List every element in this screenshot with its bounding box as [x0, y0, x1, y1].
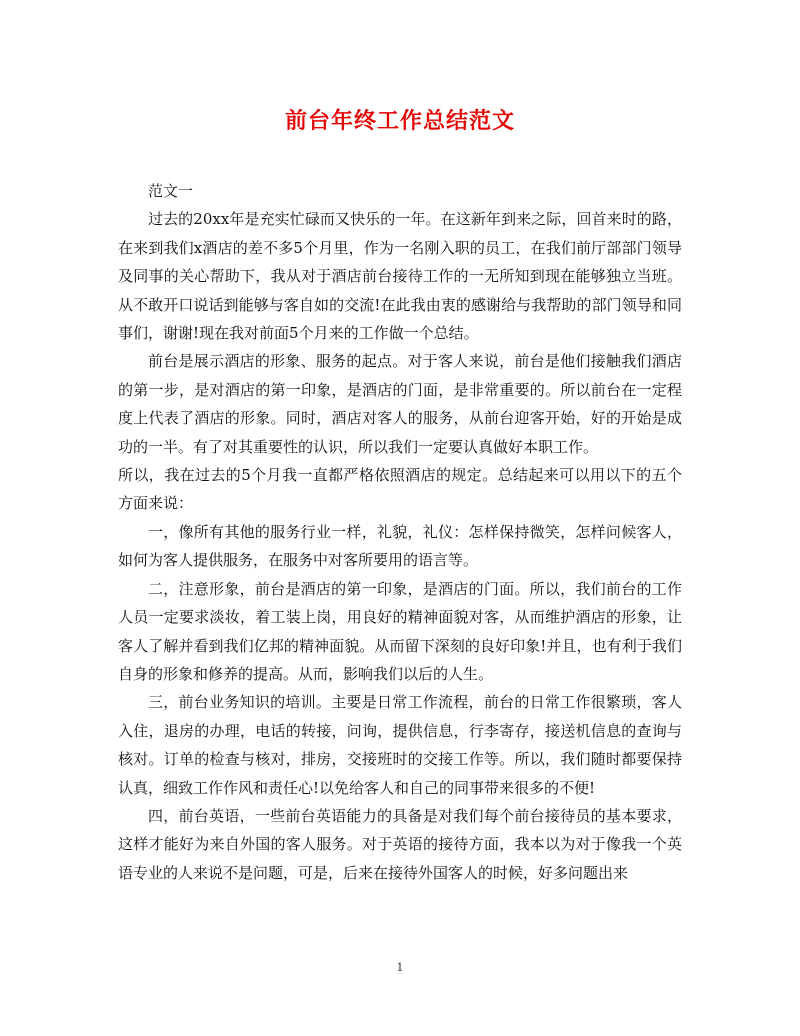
paragraph-intro: 过去的20xx年是充实忙碌而又快乐的一年。在这新年到来之际，回首来时的路，在来到我们x酒店的差不多5个月里，作为一名刚入职的员工，在我们前厅部部门领导及同事的关心帮助下，我从对于酒店前台接待工作的一无所知到现在能够独立当班。从不敢开口说话到能够与客自如的交流!在此我由衷的感谢给与我帮助的部门领导和同事们，谢谢!现在我对前面5个月来的工作做一个总结。	[118, 210, 682, 343]
paragraph-front-desk-role: 前台是展示酒店的形象、服务的起点。对于客人来说，前台是他们接触我们酒店的第一步，是对酒店的第一印象，是酒店的门面，是非常重要的。所以前台在一定程度上代表了酒店的形象。同时，酒店对客人的服务，从前台迎客开始，好的开始是成功的一半。有了对其重要性的认识，所以我们一定要认真做好本职工作。	[118, 352, 682, 456]
document-body	[118, 177, 682, 887]
page-title: 前台年终工作总结范文	[284, 108, 515, 134]
paragraph-point-1: 一，像所有其他的服务行业一样，礼貌，礼仪：怎样保持微笑，怎样问候客人，如何为客人提供服务，在服务中对客所要用的语言等。	[118, 522, 682, 570]
paragraph-point-2: 二，注意形象，前台是酒店的第一印象，是酒店的门面。所以，我们前台的工作人员一定要求淡妆，着工装上岗，用良好的精神面貌对客，从而维护酒店的形象，让客人了解并看到我们亿邦的精神面貌。从而留下深刻的良好印象!并且，也有利于我们自身的形象和修养的提高。从而，影响我们以后的人生。	[118, 579, 682, 683]
section-label: 范文一	[148, 182, 194, 200]
paragraph-point-4: 四，前台英语，一些前台英语能力的具备是对我们每个前台接待员的基本要求，这样才能好为来自外国的客人服务。对于英语的接待方面，我本以为对于像我一个英语专业的人来说不是问题，可是，后来在接待外国客人的时候，好多问题出来	[118, 806, 682, 882]
paragraph-point-3: 三，前台业务知识的培训。主要是日常工作流程，前台的日常工作很繁琐，客人入住，退房的办理，电话的转接，问询，提供信息，行李寄存，接送机信息的查询与核对。订单的检查与核对，排房，交接班时的交接工作等。所以，我们随时都要保持认真，细致工作作风和责任心!以免给客人和自己的同事带来很多的不便!	[118, 693, 682, 797]
page-number: 1	[396, 961, 404, 974]
paragraph-summary-lead: 所以，我在过去的5个月我一直都严格依照酒店的规定。总结起来可以用以下的五个方面来说：	[118, 466, 682, 513]
